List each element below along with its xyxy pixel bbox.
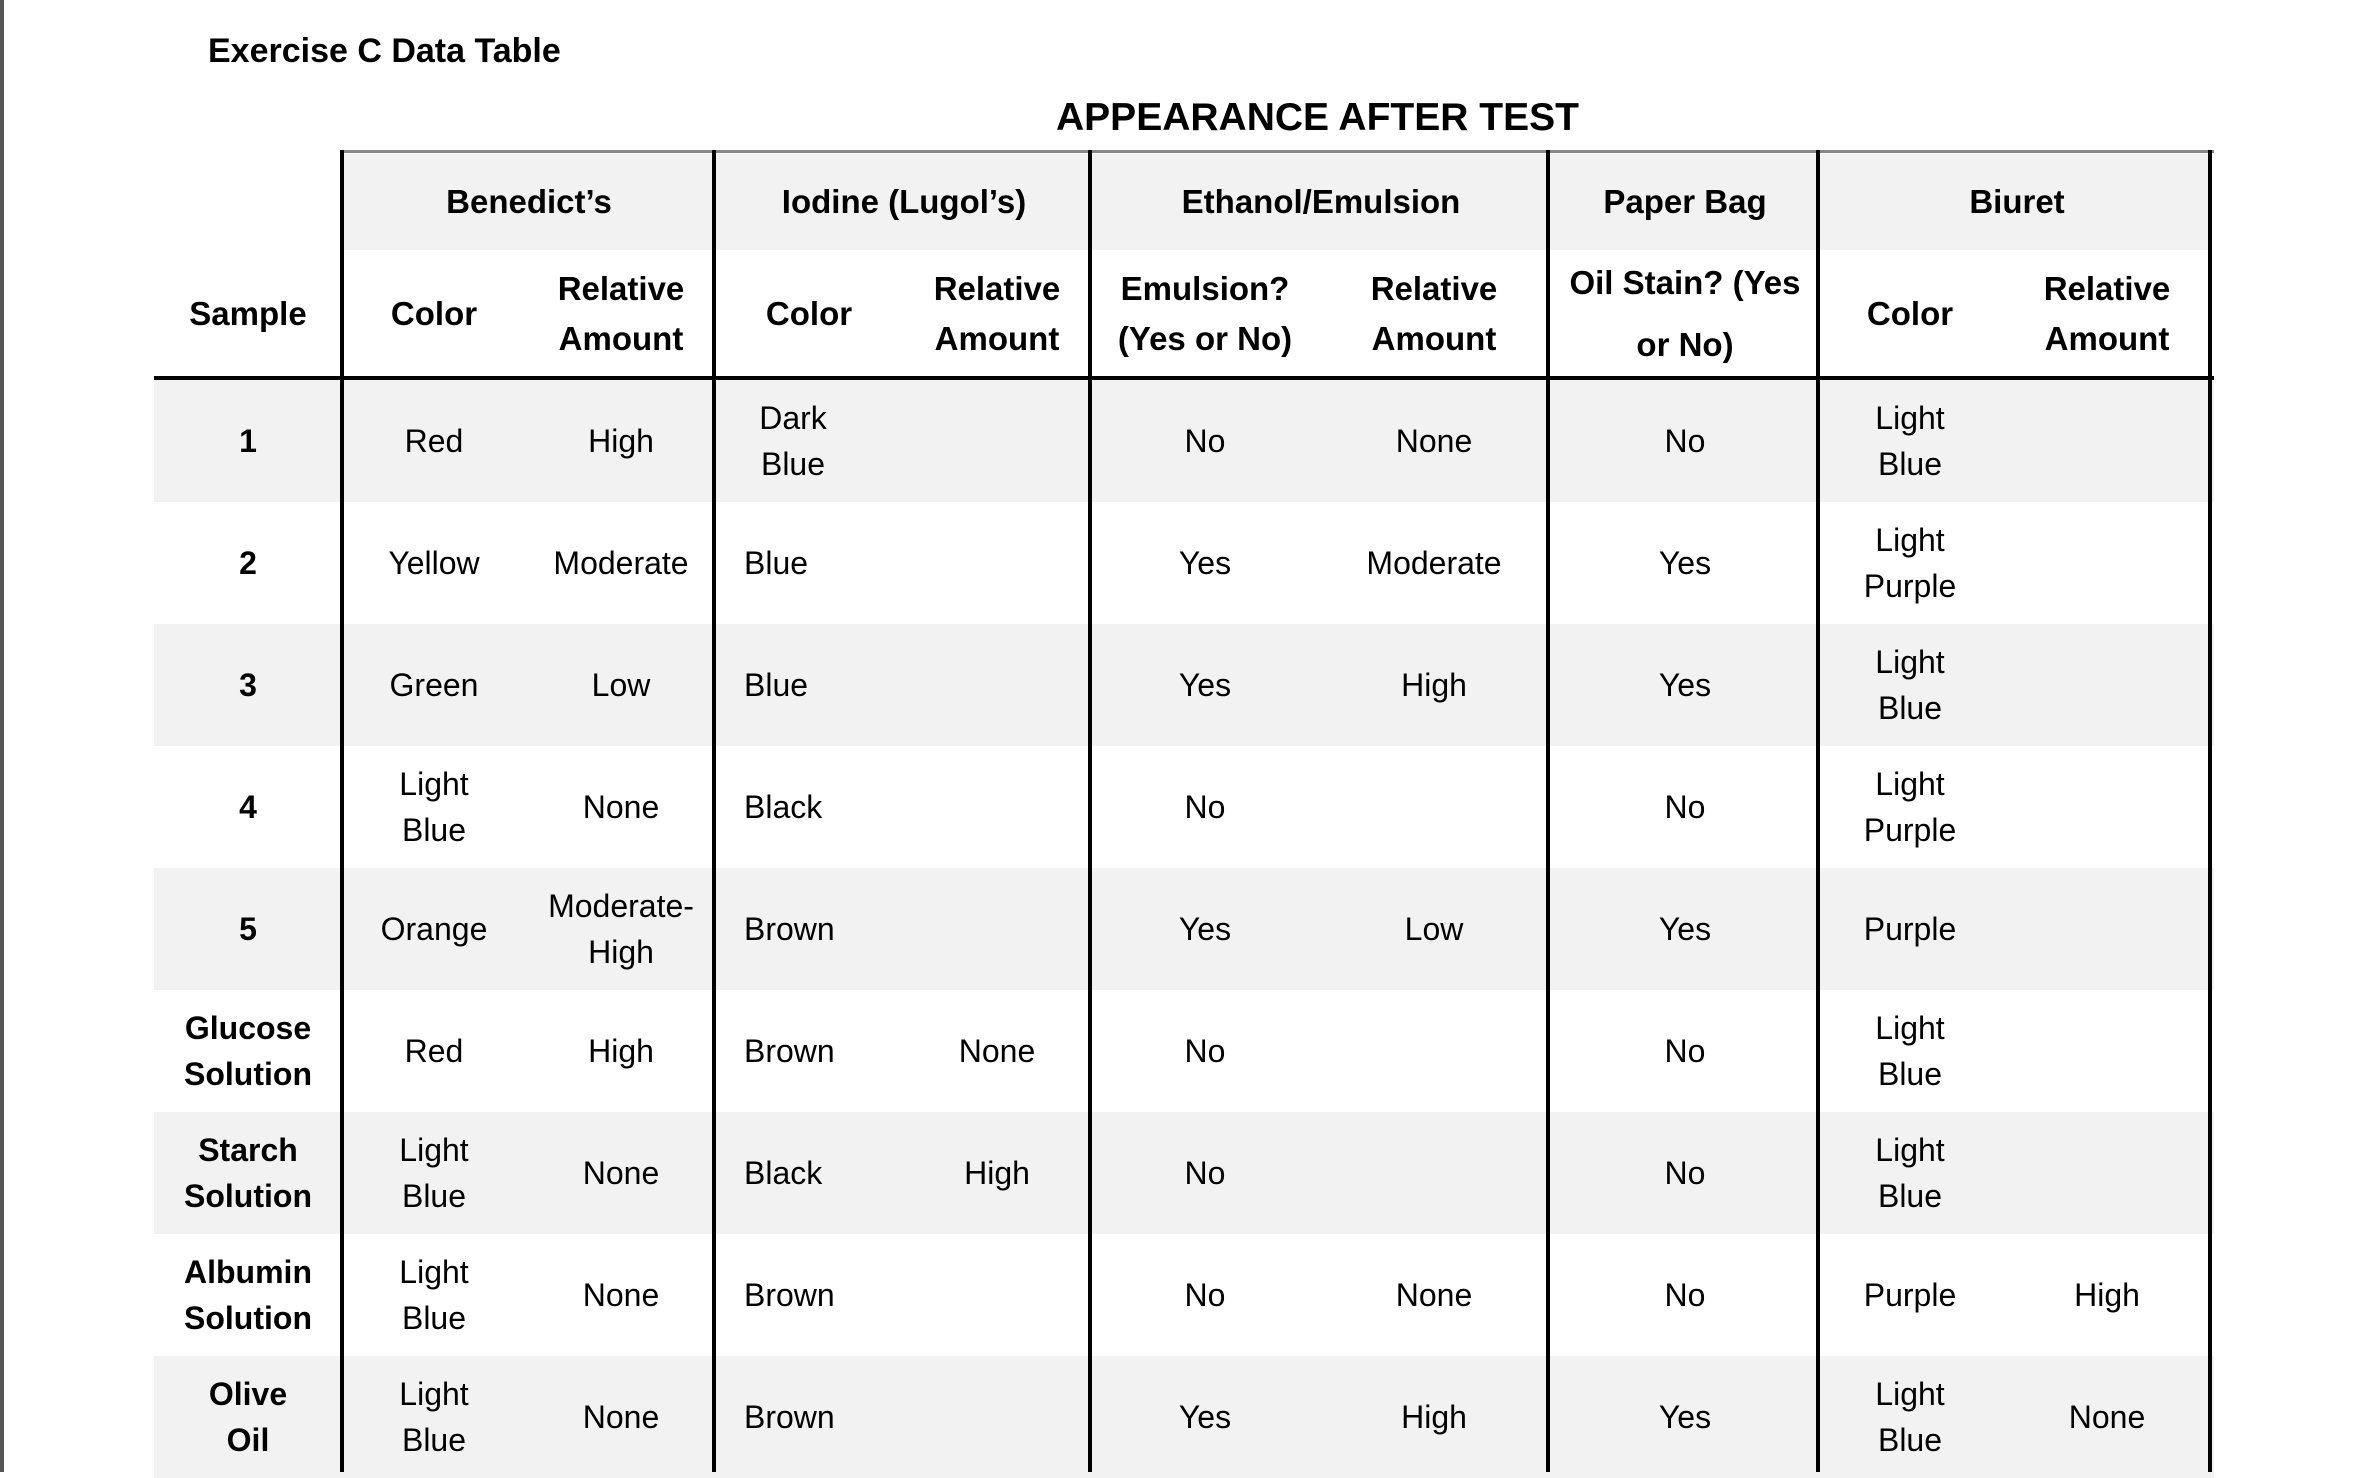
- page-left-border: [0, 0, 4, 1472]
- table-cell: Brown: [744, 1033, 835, 1069]
- table-cell: Low: [1404, 911, 1464, 947]
- table-cell: Yes: [1658, 1399, 1712, 1435]
- table-title: APPEARANCE AFTER TEST: [1056, 96, 1579, 139]
- data-table: [154, 150, 2214, 1472]
- table-cell: Orange: [380, 911, 488, 947]
- group-header: Paper Bag: [1603, 183, 1767, 220]
- table-cell: Blue: [744, 545, 809, 581]
- table-cell: None: [2068, 1399, 2146, 1435]
- column-header-benedicts-color: Color: [390, 295, 478, 332]
- table-cell: Blue: [744, 667, 809, 703]
- table-cell: No: [1664, 1155, 1706, 1191]
- table-cell: None: [958, 1033, 1036, 1069]
- table-cell: None: [1395, 423, 1473, 459]
- table-cell: [2000, 1112, 2214, 1234]
- table-cell: None: [582, 789, 660, 825]
- table-cell: [902, 746, 1092, 868]
- table-cell: No: [1664, 423, 1706, 459]
- table-cell: Yes: [1658, 667, 1712, 703]
- table-cell: None: [582, 1155, 660, 1191]
- table-cell: No: [1184, 1155, 1226, 1191]
- table-cell: Black: [744, 789, 823, 825]
- table-cell: Light Blue: [399, 766, 469, 848]
- table-cell: Brown: [744, 1399, 835, 1435]
- table-cell: No: [1664, 789, 1706, 825]
- table-cell: [902, 1356, 1092, 1478]
- table-cell: [902, 380, 1092, 502]
- table-cell: [2000, 746, 2214, 868]
- table-cell: None: [1395, 1277, 1473, 1313]
- table-cell: Low: [591, 667, 651, 703]
- sample-label: 1: [239, 423, 257, 459]
- table-cell: High: [1401, 1399, 1467, 1435]
- sample-label: 4: [239, 789, 257, 825]
- table-cell: Light Blue: [1875, 400, 1945, 482]
- column-header-sample: Sample: [189, 295, 307, 332]
- column-header-iodine-color: Color: [765, 295, 853, 332]
- table-cell: Light Blue: [1875, 1376, 1945, 1458]
- table-cell: High: [588, 423, 654, 459]
- table-cell: Purple: [1863, 1277, 1957, 1313]
- table-cell: Moderate-High: [548, 888, 694, 970]
- sample-label: Glucose Solution: [184, 1010, 312, 1092]
- group-header: Ethanol/Emulsion: [1181, 183, 1461, 220]
- sample-label: 2: [239, 545, 257, 581]
- header-top-rule: [344, 150, 2214, 153]
- table-cell: Yes: [1178, 1399, 1232, 1435]
- table-cell: High: [2074, 1277, 2140, 1313]
- table-cell: [902, 1234, 1092, 1356]
- table-cell: Light Blue: [1875, 1132, 1945, 1214]
- table-cell: No: [1184, 1277, 1226, 1313]
- group-header: Benedict’s: [446, 183, 612, 220]
- table-cell: Dark Blue: [759, 400, 827, 482]
- column-header-biuret-color: Color: [1866, 295, 1954, 332]
- table-cell: Light Blue: [399, 1376, 469, 1458]
- table-cell: Red: [404, 423, 464, 459]
- table-cell: High: [588, 1033, 654, 1069]
- table-cell: Brown: [744, 1277, 835, 1313]
- table-cell: Purple: [1863, 911, 1957, 947]
- table-cell: Light Blue: [1875, 1010, 1945, 1092]
- table-cell: Light Purple: [1863, 766, 1957, 848]
- table-cell: High: [1401, 667, 1467, 703]
- table-cell: [2000, 502, 2214, 624]
- table-cell: [2000, 380, 2214, 502]
- table-cell: No: [1184, 423, 1226, 459]
- table-cell: Light Purple: [1863, 522, 1957, 604]
- table-cell: Light Blue: [399, 1254, 469, 1336]
- column-header-benedicts-amount: Relative Amount: [557, 270, 685, 357]
- table-cell: Light Blue: [399, 1132, 469, 1214]
- table-cell: Yes: [1178, 911, 1232, 947]
- table-cell: None: [582, 1277, 660, 1313]
- table-cell: High: [964, 1155, 1030, 1191]
- sample-label: Olive Oil: [208, 1376, 288, 1458]
- table-cell: No: [1664, 1277, 1706, 1313]
- table-cell: [2000, 868, 2214, 990]
- table-cell: [2000, 624, 2214, 746]
- table-cell: No: [1664, 1033, 1706, 1069]
- table-cell: Yes: [1178, 667, 1232, 703]
- table-cell: [902, 868, 1092, 990]
- table-cell: None: [582, 1399, 660, 1435]
- column-header-oil-stain: Oil Stain? (Yes or No): [1569, 264, 1801, 363]
- table-cell: [1318, 746, 1550, 868]
- group-header: Iodine (Lugol’s): [781, 183, 1027, 220]
- table-cell: No: [1184, 1033, 1226, 1069]
- column-header-iodine-amount: Relative Amount: [933, 270, 1061, 357]
- table-cell: Yes: [1658, 911, 1712, 947]
- table-cell: Yes: [1658, 545, 1712, 581]
- sample-label: 3: [239, 667, 257, 703]
- column-header-ethanol-amount: Relative Amount: [1370, 270, 1498, 357]
- table-cell: Moderate: [553, 545, 689, 581]
- table-cell: Light Blue: [1875, 644, 1945, 726]
- column-header-biuret-amount: Relative Amount: [2043, 270, 2171, 357]
- table-cell: [902, 624, 1092, 746]
- table-cell: [902, 502, 1092, 624]
- table-cell: Black: [744, 1155, 823, 1191]
- table-cell: [1318, 1112, 1550, 1234]
- group-header: Biuret: [1969, 183, 2065, 220]
- table-cell: Red: [404, 1033, 464, 1069]
- sample-label: Albumin Solution: [184, 1254, 312, 1336]
- column-header-emulsion: Emulsion? (Yes or No): [1117, 270, 1293, 357]
- table-cell: [2000, 990, 2214, 1112]
- table-cell: [1318, 990, 1550, 1112]
- sample-label: Starch Solution: [184, 1132, 312, 1214]
- table-cell: Green: [389, 667, 479, 703]
- table-cell: No: [1184, 789, 1226, 825]
- document-title: Exercise C Data Table: [208, 32, 561, 70]
- table-cell: Yellow: [388, 545, 480, 581]
- table-cell: Yes: [1178, 545, 1232, 581]
- sample-label: 5: [239, 911, 257, 947]
- table-cell: Brown: [744, 911, 835, 947]
- table-cell: Moderate: [1366, 545, 1502, 581]
